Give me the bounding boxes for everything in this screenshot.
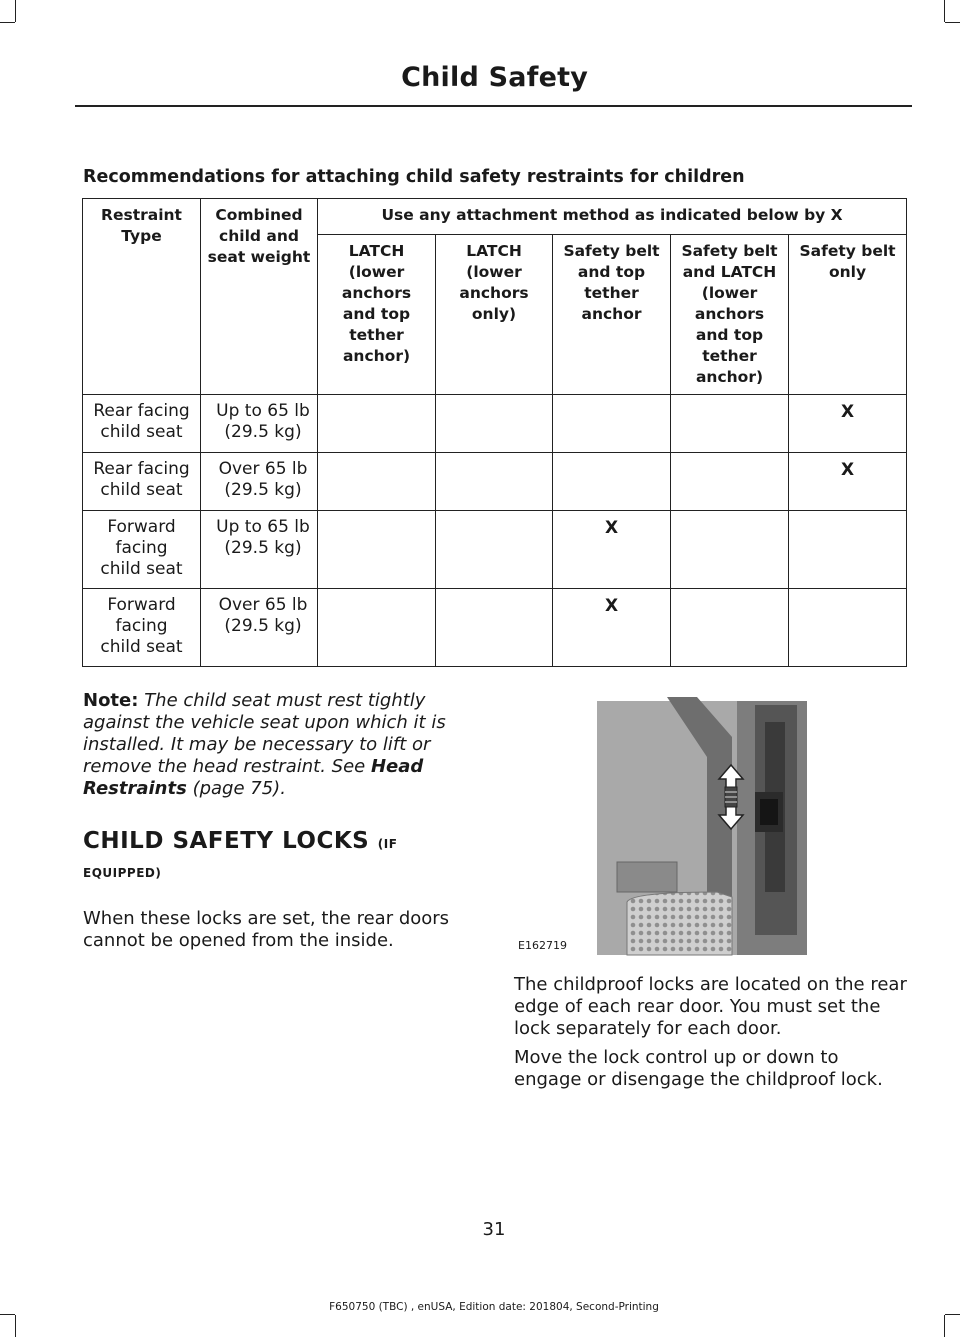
note-page-ref: (page 75).	[192, 778, 286, 799]
figure-code: E162719	[518, 939, 567, 952]
header-rule	[75, 105, 912, 107]
header-restraint-type: Restraint Type	[83, 199, 201, 395]
header-combined-weight: Combined child and seat weight	[201, 199, 318, 395]
method-mark-cell	[318, 589, 436, 667]
header-method: Safety belt and top tether anchor	[553, 235, 671, 395]
weight-cell: Over 65 lb (29.5 kg)	[201, 589, 318, 667]
crop-mark	[945, 22, 960, 23]
note-label: Note:	[83, 690, 139, 711]
table-row	[83, 395, 907, 453]
restraint-type-cell: Forward facing child seat	[83, 511, 201, 589]
section-qualifier-continued: EQUIPPED)	[83, 866, 162, 880]
head-restraints-link[interactable]: Head Restraints	[83, 756, 424, 799]
method-mark-cell	[671, 453, 789, 511]
page-number: 31	[482, 1219, 506, 1240]
method-mark-cell	[436, 453, 553, 511]
header-method: LATCH (lower anchors and top tether anchor)	[318, 235, 436, 395]
header-method: Safety belt only	[789, 235, 907, 395]
crop-mark	[15, 1315, 16, 1337]
method-mark-cell: X	[789, 453, 907, 511]
method-mark-cell	[318, 511, 436, 589]
method-mark-cell	[318, 395, 436, 453]
section-heading	[83, 828, 397, 854]
method-mark-cell	[436, 511, 553, 589]
table-row	[83, 589, 907, 667]
section-heading-text: CHILD SAFETY LOCKS	[83, 828, 370, 854]
restraint-table	[82, 198, 907, 667]
crop-mark	[944, 0, 945, 22]
table-title: Recommendations for attaching child safety restraints for children	[83, 167, 745, 187]
method-mark-cell	[671, 511, 789, 589]
crop-mark	[945, 1314, 960, 1315]
method-mark-cell	[436, 395, 553, 453]
restraint-type-cell: Forward facing child seat	[83, 589, 201, 667]
body-paragraph: Move the lock control up or down to engage or disengage the childproof lock.	[514, 1047, 883, 1090]
method-mark-cell	[553, 395, 671, 453]
page-header-title: Child Safety	[401, 62, 588, 93]
weight-cell: Over 65 lb (29.5 kg)	[201, 453, 318, 511]
method-mark-cell	[553, 453, 671, 511]
crop-mark	[15, 0, 16, 22]
crop-mark	[0, 22, 15, 23]
header-method-group: Use any attachment method as indicated below by X	[318, 199, 907, 235]
body-paragraph: The childproof locks are located on the rear edge of each rear door. You must set the lock separately for each door.	[514, 974, 907, 1039]
restraint-type-cell: Rear facing child seat	[83, 453, 201, 511]
weight-cell: Up to 65 lb (29.5 kg)	[201, 511, 318, 589]
section-qualifier: (IF	[377, 837, 398, 851]
header-method: LATCH (lower anchors only)	[436, 235, 553, 395]
method-mark-cell	[789, 589, 907, 667]
method-mark-cell	[318, 453, 436, 511]
table-row	[83, 511, 907, 589]
note-paragraph	[83, 690, 463, 800]
method-mark-cell	[671, 395, 789, 453]
method-mark-cell: X	[553, 511, 671, 589]
method-mark-cell: X	[789, 395, 907, 453]
method-mark-cell	[671, 589, 789, 667]
header-method: Safety belt and LATCH (lower anchors and top tether anchor)	[671, 235, 789, 395]
table-row	[83, 453, 907, 511]
crop-mark	[0, 1314, 15, 1315]
door-child-lock-illustration	[517, 697, 812, 957]
method-mark-cell	[789, 511, 907, 589]
method-mark-cell: X	[553, 589, 671, 667]
body-paragraph: When these locks are set, the rear doors cannot be opened from the inside.	[83, 908, 450, 951]
weight-cell: Up to 65 lb (29.5 kg)	[201, 395, 318, 453]
restraint-type-cell: Rear facing child seat	[83, 395, 201, 453]
note-text: The child seat must rest tightly against the vehicle seat upon which it is installed. It may be necessary to lift or remove the head restraint. See	[83, 690, 446, 777]
footer-text: F650750 (TBC) , enUSA, Edition date: 201804, Second-Printing	[329, 1301, 659, 1313]
method-mark-cell	[436, 589, 553, 667]
crop-mark	[944, 1315, 945, 1337]
